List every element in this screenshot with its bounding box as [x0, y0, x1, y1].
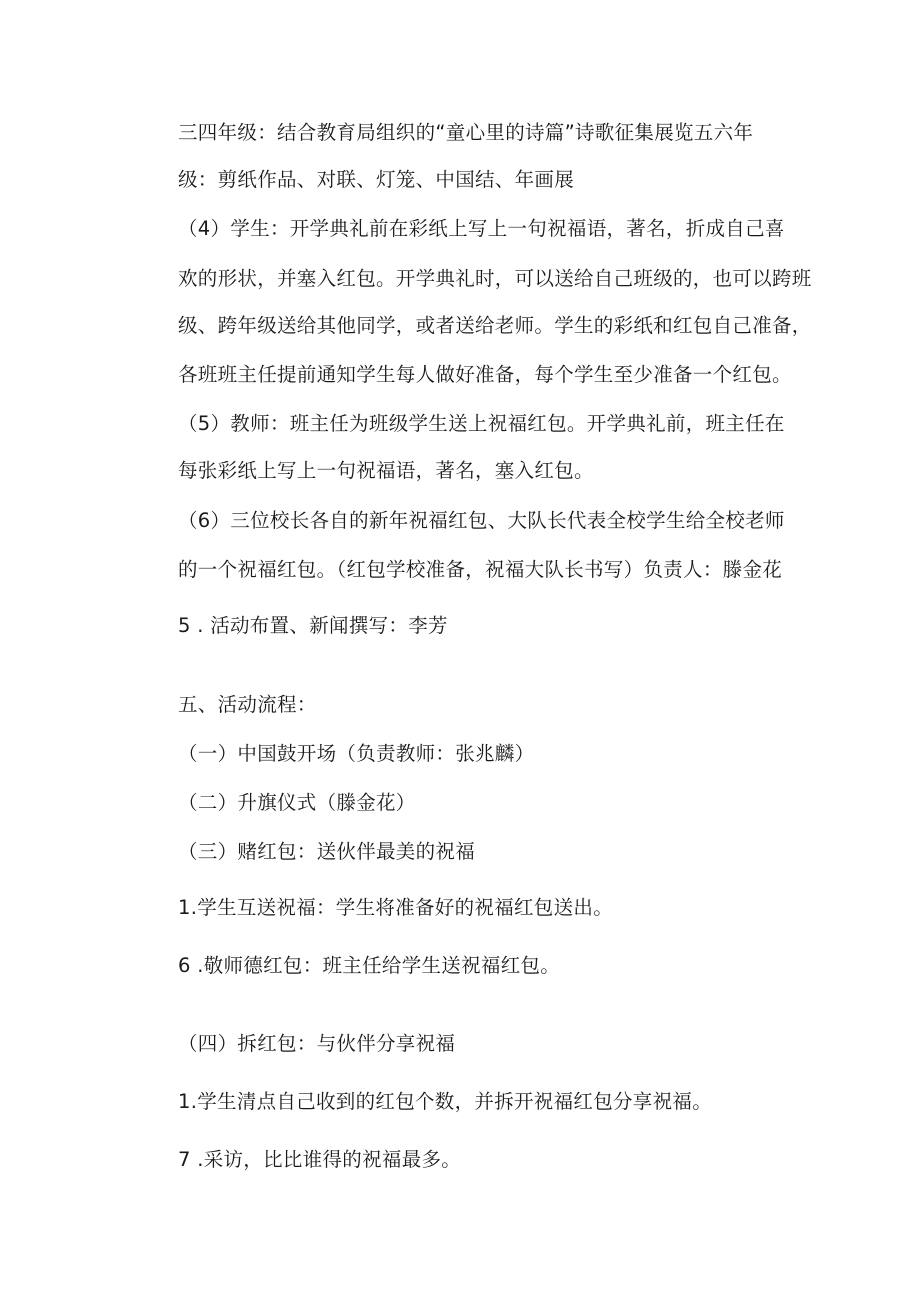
- text-line-4: 欢的形状，并塞入红包。开学典礼时，可以送给自己班级的，也可以跨班: [178, 267, 812, 290]
- text-line-8: 每张彩纸上写上一句祝福语，著名，塞入红包。: [178, 459, 594, 482]
- flow-subitem-1: 1.学生互送祝福：学生将准备好的祝福红包送出。: [178, 896, 614, 919]
- flow-item-4: （四）拆红包：与伙伴分享祝福: [178, 1032, 456, 1055]
- text-line-6: 各班班主任提前通知学生每人做好准备，每个学生至少准备一个红包。: [178, 363, 792, 386]
- text-line-9: （6）三位校长各自的新年祝福红包、大队长代表全校学生给全校老师: [178, 509, 785, 532]
- flow-subitem-2: 6 .敬师德红包：班主任给学生送祝福红包。: [178, 954, 561, 977]
- flow-item-2: （二）升旗仪式（滕金花）: [178, 791, 416, 814]
- text-line-1: 三四年级：结合教育局组织的“童心里的诗篇”诗歌征集展览五六年: [178, 121, 754, 144]
- flow-item-1: （一）中国鼓开场（负责教师：张兆麟）: [178, 742, 535, 765]
- flow-item-3: （三）赌红包：送伙伴最美的祝福: [178, 840, 476, 863]
- text-line-3: （4）学生：开学典礼前在彩纸上写上一句祝福语，著名，折成自己喜: [178, 217, 785, 240]
- text-line-7: （5）教师：班主任为班级学生送上祝福红包。开学典礼前，班主任在: [178, 412, 785, 435]
- text-line-2: 级：剪纸作品、对联、灯笼、中国结、年画展: [178, 168, 575, 191]
- flow-subitem-3: 1.学生清点自己收到的红包个数，并拆开祝福红包分享祝福。: [178, 1090, 713, 1113]
- flow-subitem-4: 7 .采访，比比谁得的祝福最多。: [178, 1148, 462, 1171]
- section-heading-5: 五、活动流程：: [178, 693, 317, 716]
- section-item-5: 5 . 活动布置、新闻撰写：李芳: [178, 614, 448, 637]
- text-line-10: 的一个祝福红包。（红包学校准备，祝福大队长书写）负责人：滕金花: [178, 558, 783, 581]
- text-line-5: 级、跨年级送给其他同学，或者送给老师。学生的彩纸和红包自己准备，: [178, 314, 812, 337]
